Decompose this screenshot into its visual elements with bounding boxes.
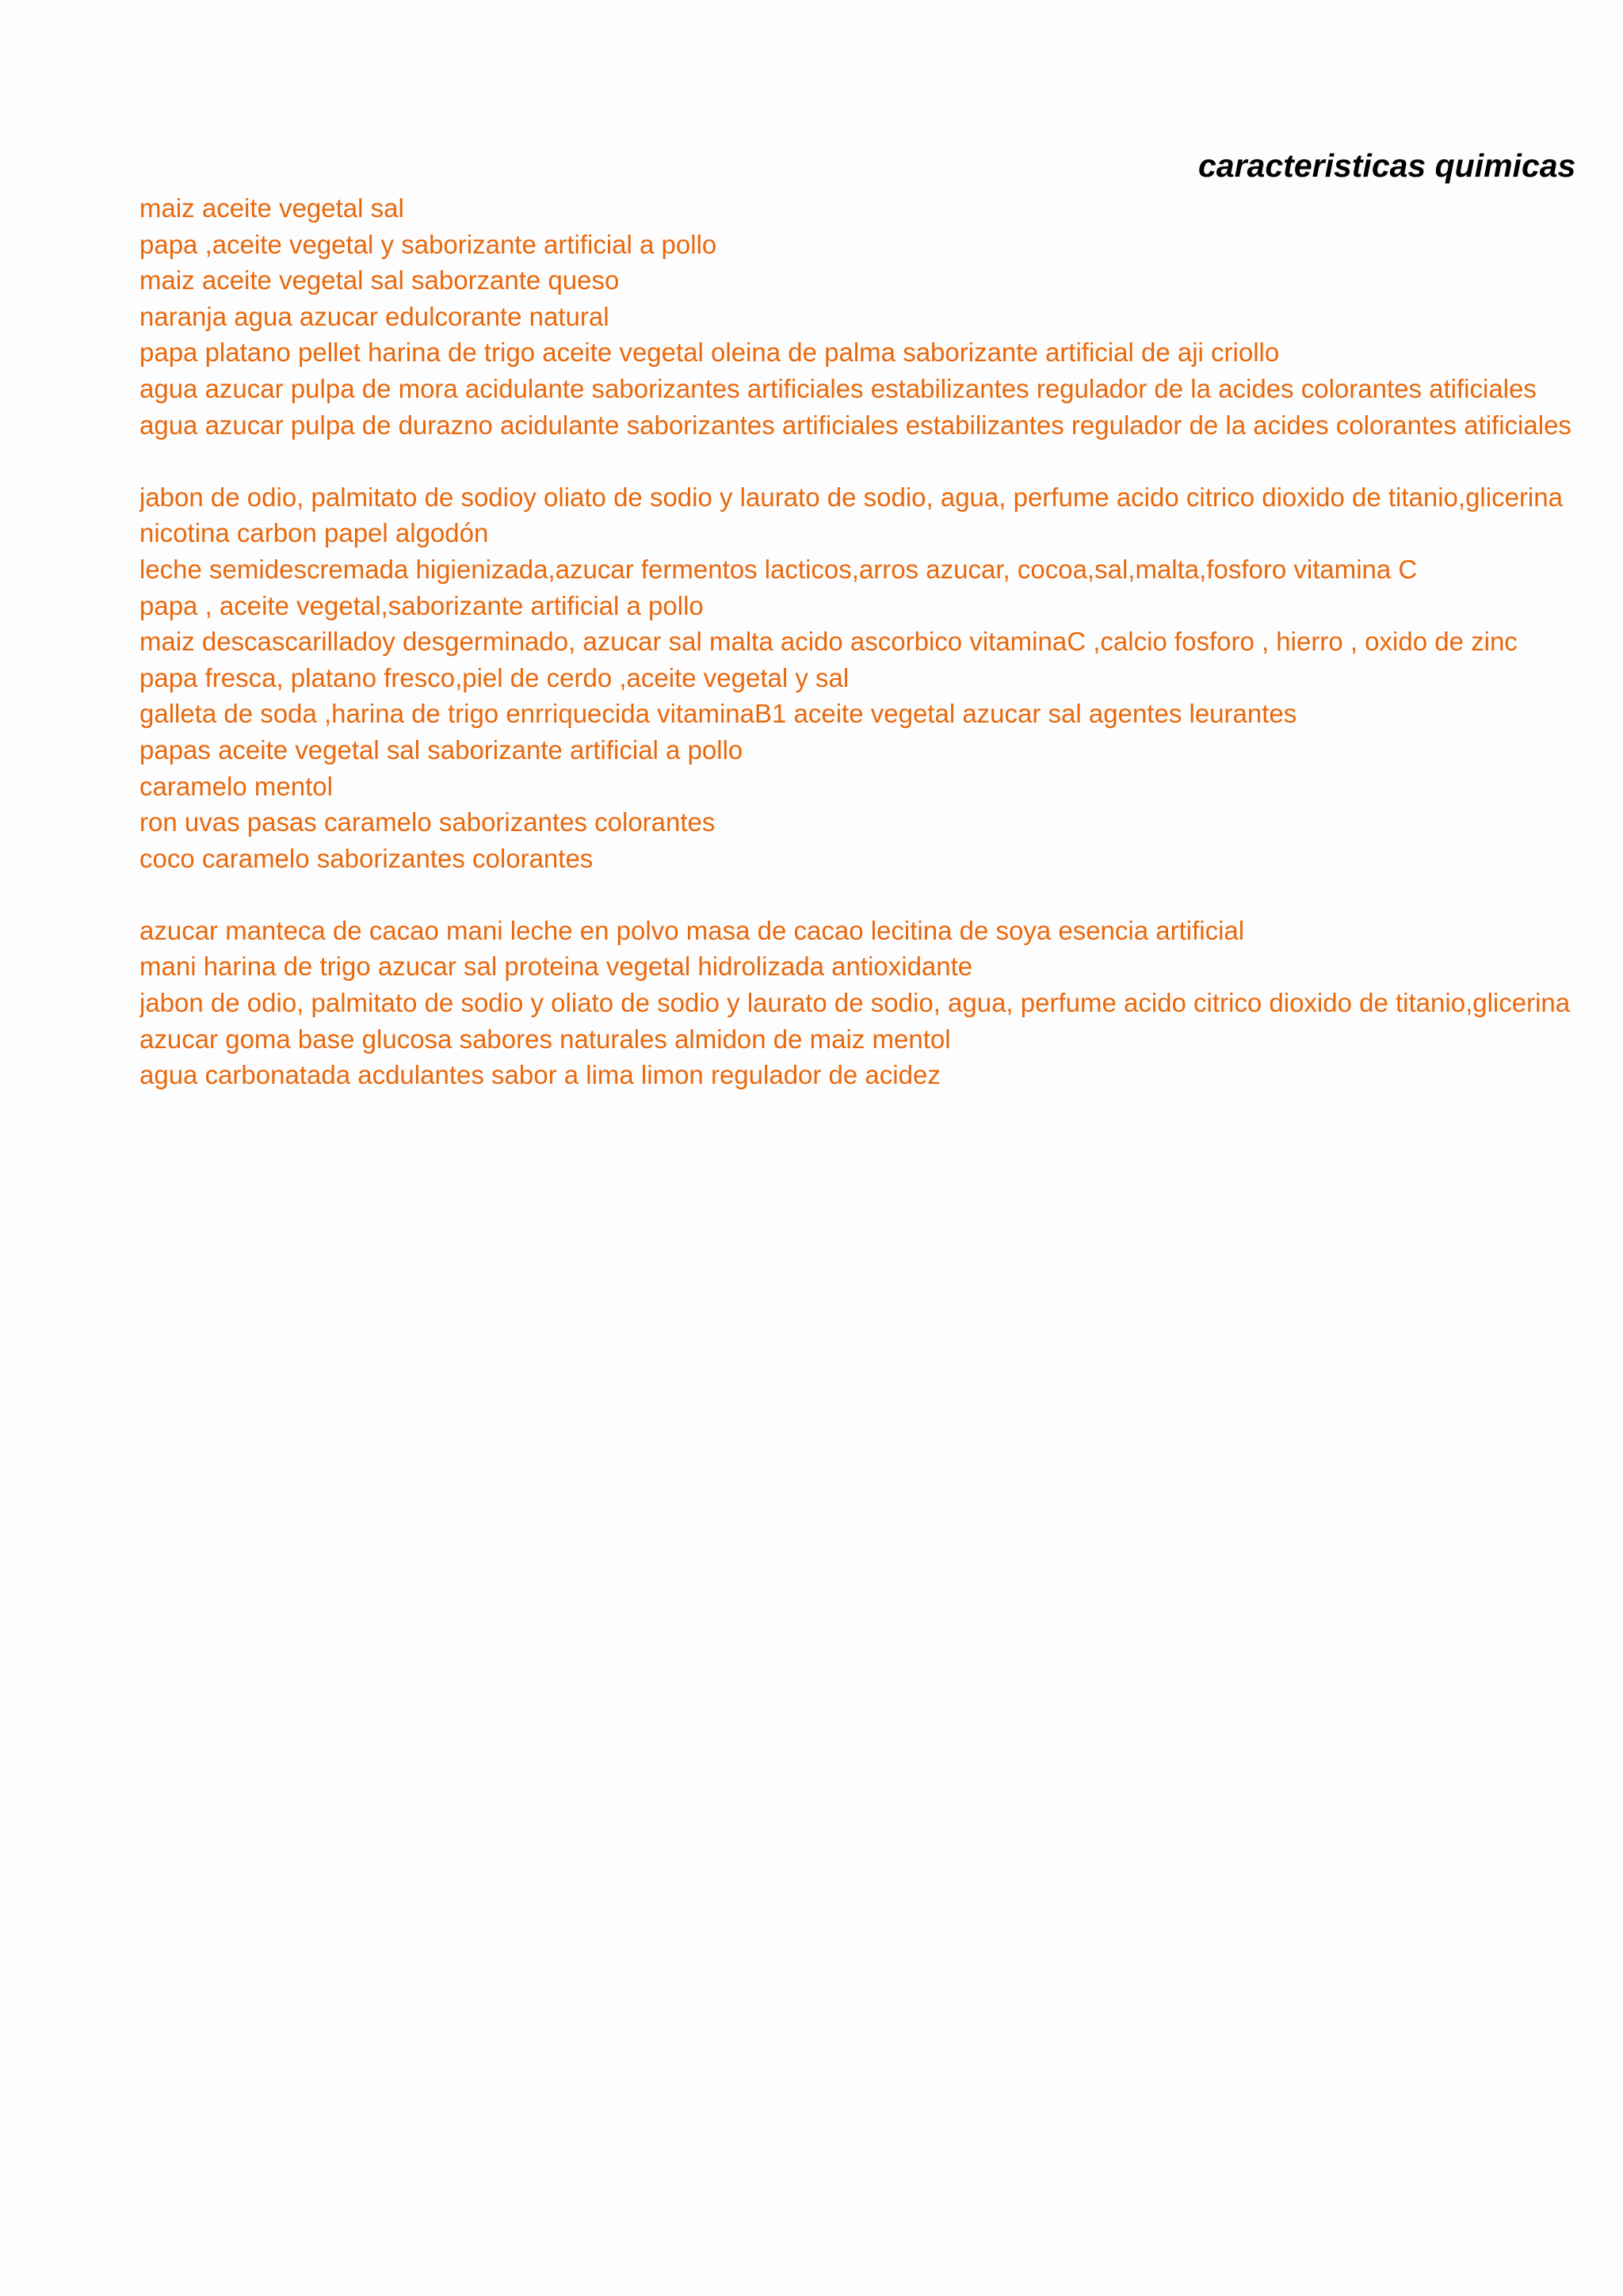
list-item: nicotina carbon papel algodón	[139, 518, 489, 548]
list-item: leche semidescremada higienizada,azucar fermentos lacticos,arros azucar, cocoa,sal,malta,fosforo vitamina C	[139, 554, 1418, 584]
list-item: galleta de soda ,harina de trigo enrriquecida vitaminaB1 aceite vegetal azucar sal agentes leurantes	[139, 699, 1297, 729]
list-item: maiz aceite vegetal sal	[139, 193, 404, 223]
list-item: jabon de odio, palmitato de sodio y oliato de sodio y laurato de sodio, agua, perfume acido citrico dioxido de titanio,glicerina	[139, 988, 1571, 1018]
list-item: papas aceite vegetal sal saborizante artificial a pollo	[139, 734, 743, 765]
list-item: papa platano pellet harina de trigo aceite vegetal oleina de palma saborizante artificial de aji criollo	[139, 338, 1280, 368]
list-item: papa ,aceite vegetal y saborizante artificial a pollo	[139, 229, 717, 259]
list-item: maiz aceite vegetal sal saborzante queso	[139, 265, 620, 296]
list-item: agua carbonatada acdulantes sabor a lima limon regulador de acidez	[139, 1060, 941, 1090]
list-item: ron uvas pasas caramelo saborizantes colorantes	[139, 807, 716, 837]
list-item: papa , aceite vegetal,saborizante artificial a pollo	[139, 590, 704, 620]
list-item: azucar goma base glucosa sabores naturales almidon de maiz mentol	[139, 1024, 951, 1054]
list-item: maiz descascarilladoy desgerminado, azucar sal malta acido ascorbico vitaminaC ,calcio fosforo , hierro , oxido de zinc	[139, 627, 1518, 657]
list-item: agua azucar pulpa de mora acidulante saborizantes artificiales estabilizantes regulador de la acides colorantes atificiales	[139, 373, 1537, 403]
list-item: azucar manteca de cacao mani leche en polvo masa de cacao lecitina de soya esencia artificial	[139, 915, 1245, 945]
ingredient-list	[139, 190, 1623, 1093]
blank-row	[139, 876, 1623, 913]
blank-row	[139, 443, 1623, 479]
list-item: coco caramelo saborizantes colorantes	[139, 843, 594, 873]
column-heading: caracteristicas quimicas	[1198, 147, 1576, 184]
list-item: papa fresca, platano fresco,piel de cerdo ,aceite vegetal y sal	[139, 662, 850, 692]
list-item: agua azucar pulpa de durazno acidulante saborizantes artificiales estabilizantes regulador de la acides colorantes atificiales	[139, 410, 1571, 440]
list-item: mani harina de trigo azucar sal proteina vegetal hidrolizada antioxidante	[139, 952, 973, 982]
list-item: caramelo mentol	[139, 771, 333, 801]
list-item: jabon de odio, palmitato de sodioy oliato de sodio y laurato de sodio, agua, perfume acido citrico dioxido de titanio,glicerina	[139, 482, 1563, 512]
list-item: naranja agua azucar edulcorante natural	[139, 301, 609, 331]
